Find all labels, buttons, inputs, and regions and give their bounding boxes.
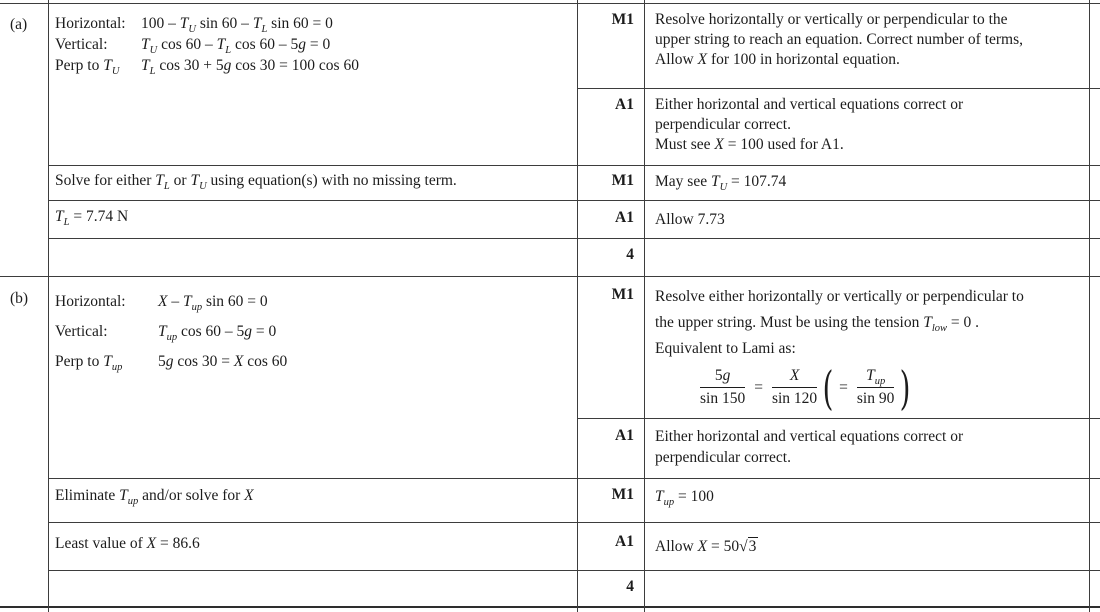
equation-row <box>55 34 359 55</box>
working-cell: Eliminate $T_{up}$ and/or solve for X <box>55 487 254 508</box>
grid-line <box>0 3 1100 4</box>
equation-label: Vertical: <box>55 36 108 53</box>
equation-label: Horizontal: <box>55 15 126 32</box>
equation-row <box>55 55 359 76</box>
comment-cell: $T_{up} = 100$ <box>655 488 714 509</box>
comment-text: Resolve either horizontally or vertically or perpendicular to the upper string. Must be using the tension $T_{low} = 0$ . Equivalent to Lami as: <box>655 288 1024 357</box>
comment-cell: May see $T_U = 107.74$ <box>655 173 787 194</box>
equation-row <box>55 317 287 347</box>
equation-label: Horizontal: <box>55 293 126 310</box>
comment-cell <box>655 284 1083 415</box>
part-a-working-equations <box>55 13 359 76</box>
grid-line <box>49 200 1100 201</box>
comment-cell: Either horizontal and vertical equations correct or perpendicular correct. Must see X = 100 used for A1. <box>655 96 964 153</box>
mark-cell: A1 <box>615 209 634 226</box>
equation-label: Perp to $T_{up}$ <box>55 353 123 374</box>
grid-line <box>578 88 1100 89</box>
comment-cell: Resolve horizontally or vertically or perpendicular to the upper string to reach an equation. Correct number of terms, Allow X for 100 in horizontal equation. <box>655 11 1024 68</box>
fraction-numerator: X <box>772 367 817 388</box>
equation-expression: $T_U$ $\cos 60 - T_L$ cos 60 – 5g = 0 <box>141 36 331 57</box>
equation-row <box>55 287 287 317</box>
grid-line <box>1089 0 1090 612</box>
fraction <box>772 367 817 408</box>
equation-label: Vertical: <box>55 323 108 340</box>
equals-sign: = <box>754 378 763 396</box>
equation-expression: $T_L$ cos 30 + 5g cos 30 = 100 cos 60 <box>141 57 359 78</box>
grid-line <box>578 418 1100 419</box>
fraction <box>700 367 745 408</box>
comment-cell: Either horizontal and vertical equations correct or perpendicular correct. <box>655 428 964 466</box>
mark-cell: M1 <box>611 486 634 503</box>
total-marks-cell: 4 <box>626 246 634 263</box>
mark-cell: M1 <box>611 172 634 189</box>
grid-line <box>49 238 1100 239</box>
grid-line <box>577 0 578 612</box>
mark-cell: A1 <box>615 427 634 444</box>
fraction-denominator: sin 120 <box>771 390 818 407</box>
fraction-numerator: $T_{up}$ <box>857 367 894 388</box>
grid-line <box>49 165 1100 166</box>
fraction-denominator: sin 150 <box>700 390 746 407</box>
grid-line <box>49 570 1100 571</box>
working-cell: Solve for either $T_L$ or $T_U$ using equation(s) with no missing term. <box>55 172 457 193</box>
total-marks-cell: 4 <box>626 578 634 595</box>
grid-line <box>49 478 1100 479</box>
part-a-label: (a) <box>10 16 28 33</box>
working-cell: $T_L = 7.74$ N <box>55 208 129 229</box>
grid-line <box>0 606 1100 608</box>
equation-expression: $T_{up}$ cos 60 – 5g = 0 <box>158 323 277 344</box>
equation-row <box>55 13 359 34</box>
comment-cell: Allow 7.73 <box>655 211 725 228</box>
equals-sign: = <box>839 378 848 396</box>
equation-expression: 5g cos 30 = X cos 60 <box>158 353 288 370</box>
grid-line <box>644 0 645 612</box>
working-cell: Least value of X = 86.6 <box>55 535 200 552</box>
part-b-working-equations <box>55 287 287 377</box>
equation-expression: $100 - T_U$ $\sin 60 - T_L$ sin 60 = 0 <box>141 15 333 36</box>
equation-label: Perp to $T_U$ <box>55 57 120 78</box>
part-b-label: (b) <box>10 290 29 307</box>
fraction-denominator: sin 90 <box>856 390 895 407</box>
lami-equation: $\frac{5g}{\sin 150}$ = $\frac{X}{\sin 120}$ ( = $\frac{T_{up}}{\sin 90}$ ) <box>700 360 911 415</box>
mark-cell: M1 <box>611 286 634 303</box>
equation-expression: X – $T_{up}$ sin 60 = 0 <box>158 293 268 314</box>
equation-row <box>55 347 287 377</box>
grid-line <box>48 0 49 612</box>
comment-cell: Allow X = 50√3 <box>655 538 757 555</box>
mark-cell: A1 <box>615 96 634 113</box>
mark-cell: M1 <box>611 11 634 28</box>
fraction <box>857 367 894 408</box>
mark-cell: A1 <box>615 533 634 550</box>
grid-line <box>0 276 1100 277</box>
grid-line <box>49 522 1100 523</box>
fraction-numerator: 5g <box>700 367 745 388</box>
